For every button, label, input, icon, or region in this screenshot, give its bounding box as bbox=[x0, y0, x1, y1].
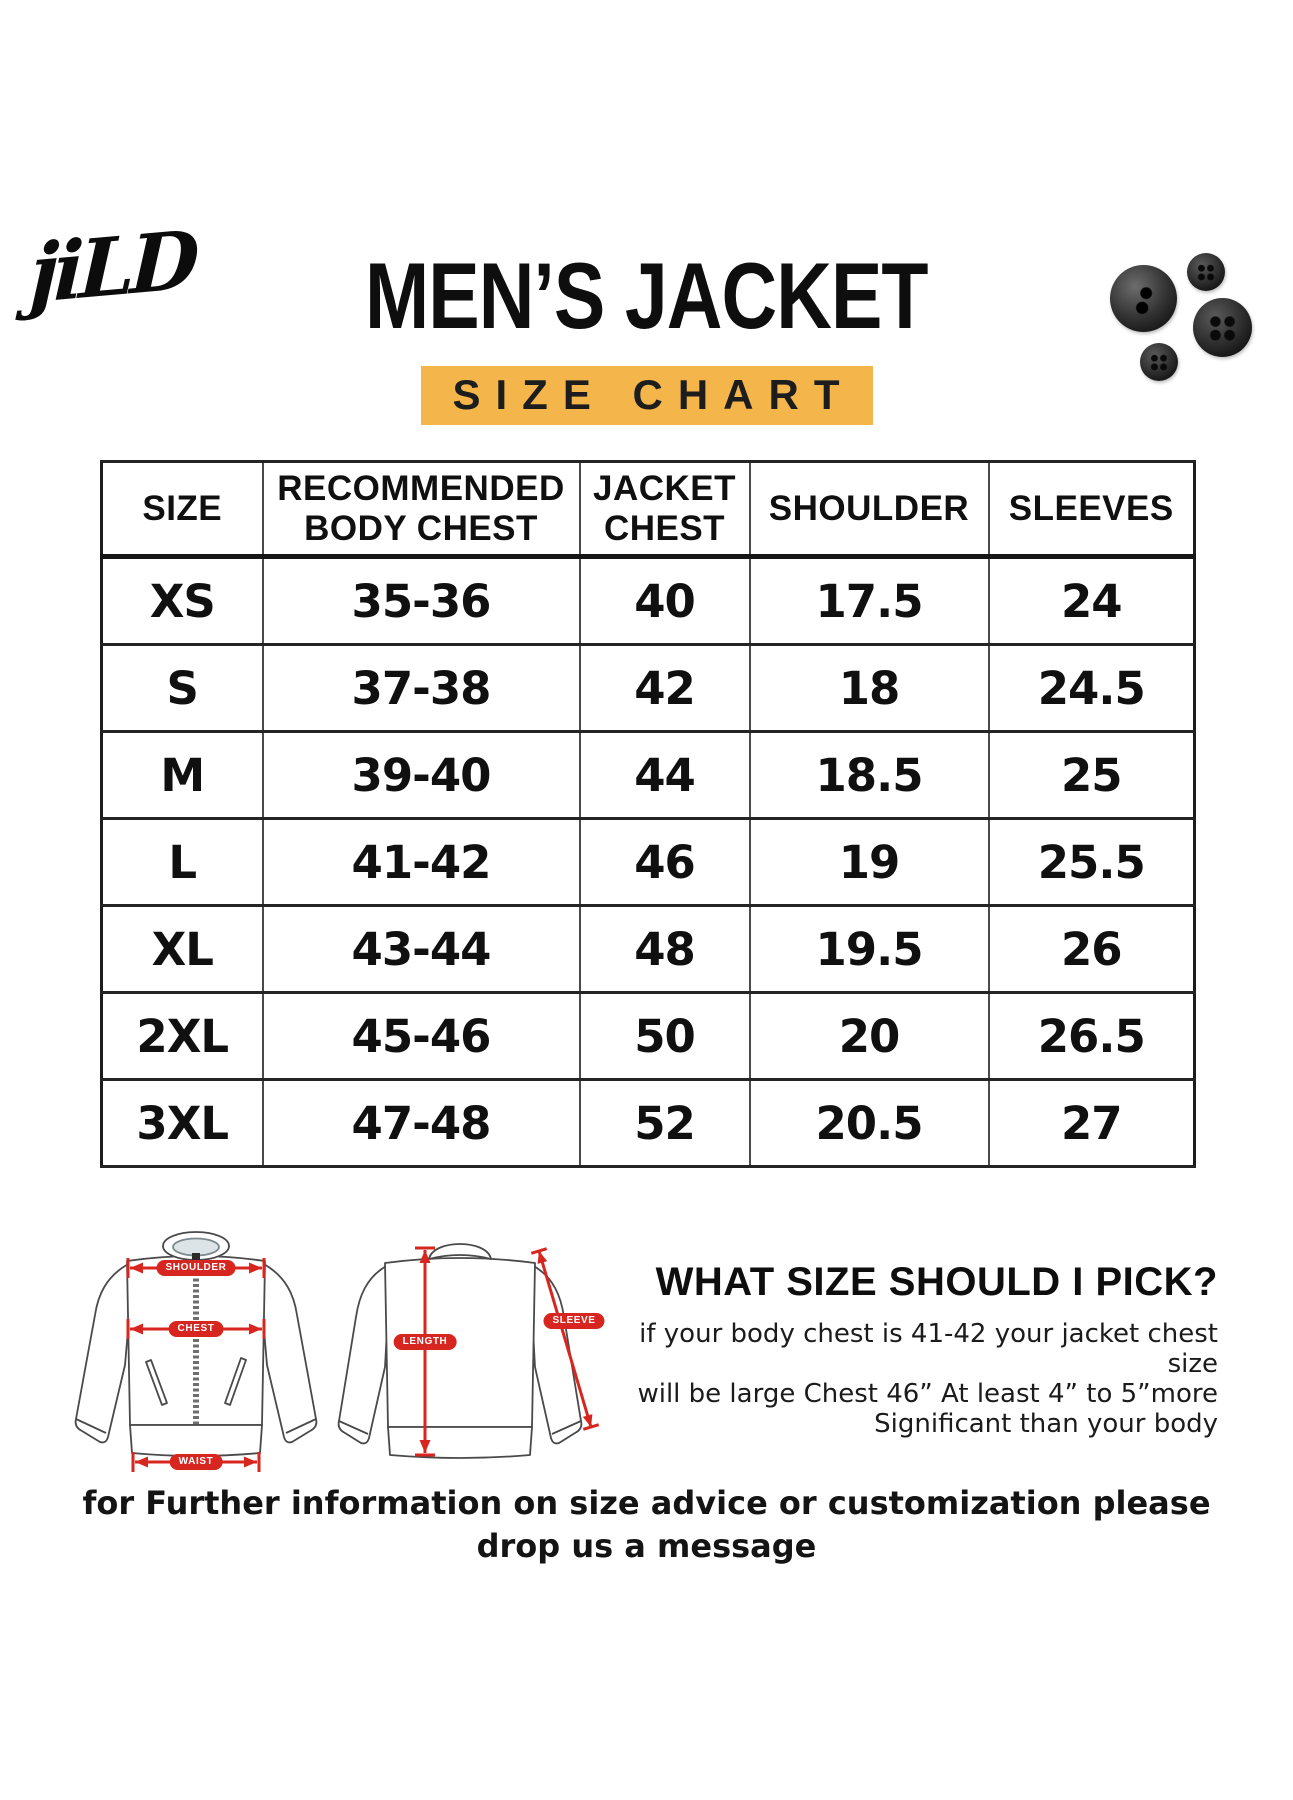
measurement-cell: 18 bbox=[750, 645, 989, 732]
table-row bbox=[102, 993, 1195, 1080]
back-waistband bbox=[388, 1427, 532, 1458]
measurement-cell: 20 bbox=[750, 993, 989, 1080]
column-header: SIZE bbox=[102, 462, 263, 557]
measurement-cell: 43-44 bbox=[263, 906, 580, 993]
measurement-cell: 37-38 bbox=[263, 645, 580, 732]
shoulder-measure-label: SHOULDER bbox=[157, 1260, 236, 1276]
measurement-cell: 35-36 bbox=[263, 557, 580, 645]
footer-line: for Further information on size advice or customization please bbox=[82, 1484, 1211, 1522]
column-header: JACKET CHEST bbox=[580, 462, 750, 557]
column-header: RECOMMENDED BODY CHEST bbox=[263, 462, 580, 557]
advice-text bbox=[600, 1319, 1218, 1439]
size-chart-banner: SIZE CHART bbox=[421, 366, 873, 425]
measurement-cell: 24 bbox=[989, 557, 1195, 645]
button-large-icon bbox=[1110, 265, 1177, 332]
size-cell: S bbox=[102, 645, 263, 732]
table-row bbox=[102, 819, 1195, 906]
advice-line: will be large Chest 46” At least 4” to 5”more bbox=[637, 1379, 1218, 1409]
measurement-cell: 18.5 bbox=[750, 732, 989, 819]
back-left-sleeve bbox=[339, 1265, 388, 1443]
measurement-cell: 20.5 bbox=[750, 1080, 989, 1167]
jacket-buttons-image bbox=[1095, 245, 1270, 390]
size-advice-block bbox=[600, 1260, 1218, 1439]
waist-measure-label: WAIST bbox=[170, 1454, 223, 1470]
back-right-sleeve bbox=[532, 1265, 581, 1443]
table-row bbox=[102, 1080, 1195, 1167]
back-collar bbox=[429, 1244, 491, 1259]
button-small-bottom-icon bbox=[1140, 343, 1178, 381]
measurement-cell: 48 bbox=[580, 906, 750, 993]
measurement-diagram bbox=[50, 1215, 670, 1515]
measurement-cell: 40 bbox=[580, 557, 750, 645]
size-cell: M bbox=[102, 732, 263, 819]
button-small-top-icon bbox=[1187, 253, 1225, 291]
front-collar-inner bbox=[173, 1239, 219, 1256]
table-header-row bbox=[102, 462, 1195, 557]
measurement-cell: 39-40 bbox=[263, 732, 580, 819]
advice-line: if your body chest is 41-42 your jacket chest size bbox=[639, 1319, 1218, 1379]
sleeve-measure-label: SLEEVE bbox=[543, 1313, 604, 1329]
page-title-text: MEN’S JACKET bbox=[365, 244, 928, 349]
advice-line: Significant than your body bbox=[874, 1409, 1218, 1439]
column-header: SLEEVES bbox=[989, 462, 1195, 557]
jacket-sketch bbox=[50, 1215, 670, 1515]
table-row bbox=[102, 645, 1195, 732]
table-row bbox=[102, 557, 1195, 645]
measurement-cell: 24.5 bbox=[989, 645, 1195, 732]
size-chart-table bbox=[100, 460, 1196, 1168]
measurement-cell: 41-42 bbox=[263, 819, 580, 906]
column-header: SHOULDER bbox=[750, 462, 989, 557]
brand-logo: jiLD bbox=[28, 212, 196, 322]
size-cell: L bbox=[102, 819, 263, 906]
front-right-sleeve bbox=[262, 1263, 316, 1442]
footer-line: drop us a message bbox=[476, 1527, 817, 1565]
length-measure-label: LENGTH bbox=[394, 1334, 457, 1350]
measurement-cell: 47-48 bbox=[263, 1080, 580, 1167]
table-row bbox=[102, 906, 1195, 993]
measurement-cell: 45-46 bbox=[263, 993, 580, 1080]
measurement-cell: 44 bbox=[580, 732, 750, 819]
measurement-cell: 42 bbox=[580, 645, 750, 732]
size-cell: XS bbox=[102, 557, 263, 645]
table-row bbox=[102, 732, 1195, 819]
measurement-cell: 17.5 bbox=[750, 557, 989, 645]
advice-heading: WHAT SIZE SHOULD I PICK? bbox=[655, 1260, 1218, 1304]
size-cell: 3XL bbox=[102, 1080, 263, 1167]
front-left-sleeve bbox=[76, 1263, 130, 1442]
measurement-cell: 26.5 bbox=[989, 993, 1195, 1080]
front-waistband bbox=[130, 1425, 262, 1456]
measurement-cell: 25 bbox=[989, 732, 1195, 819]
measurement-cell: 50 bbox=[580, 993, 750, 1080]
chest-measure-label: CHEST bbox=[169, 1321, 224, 1337]
measurement-cell: 46 bbox=[580, 819, 750, 906]
measurement-cell: 19.5 bbox=[750, 906, 989, 993]
measurement-cell: 19 bbox=[750, 819, 989, 906]
size-cell: 2XL bbox=[102, 993, 263, 1080]
measurement-cell: 26 bbox=[989, 906, 1195, 993]
size-cell: XL bbox=[102, 906, 263, 993]
footer-note bbox=[0, 1482, 1293, 1568]
button-medium-icon bbox=[1193, 298, 1252, 357]
measurement-cell: 25.5 bbox=[989, 819, 1195, 906]
measurement-cell: 52 bbox=[580, 1080, 750, 1167]
measurement-cell: 27 bbox=[989, 1080, 1195, 1167]
